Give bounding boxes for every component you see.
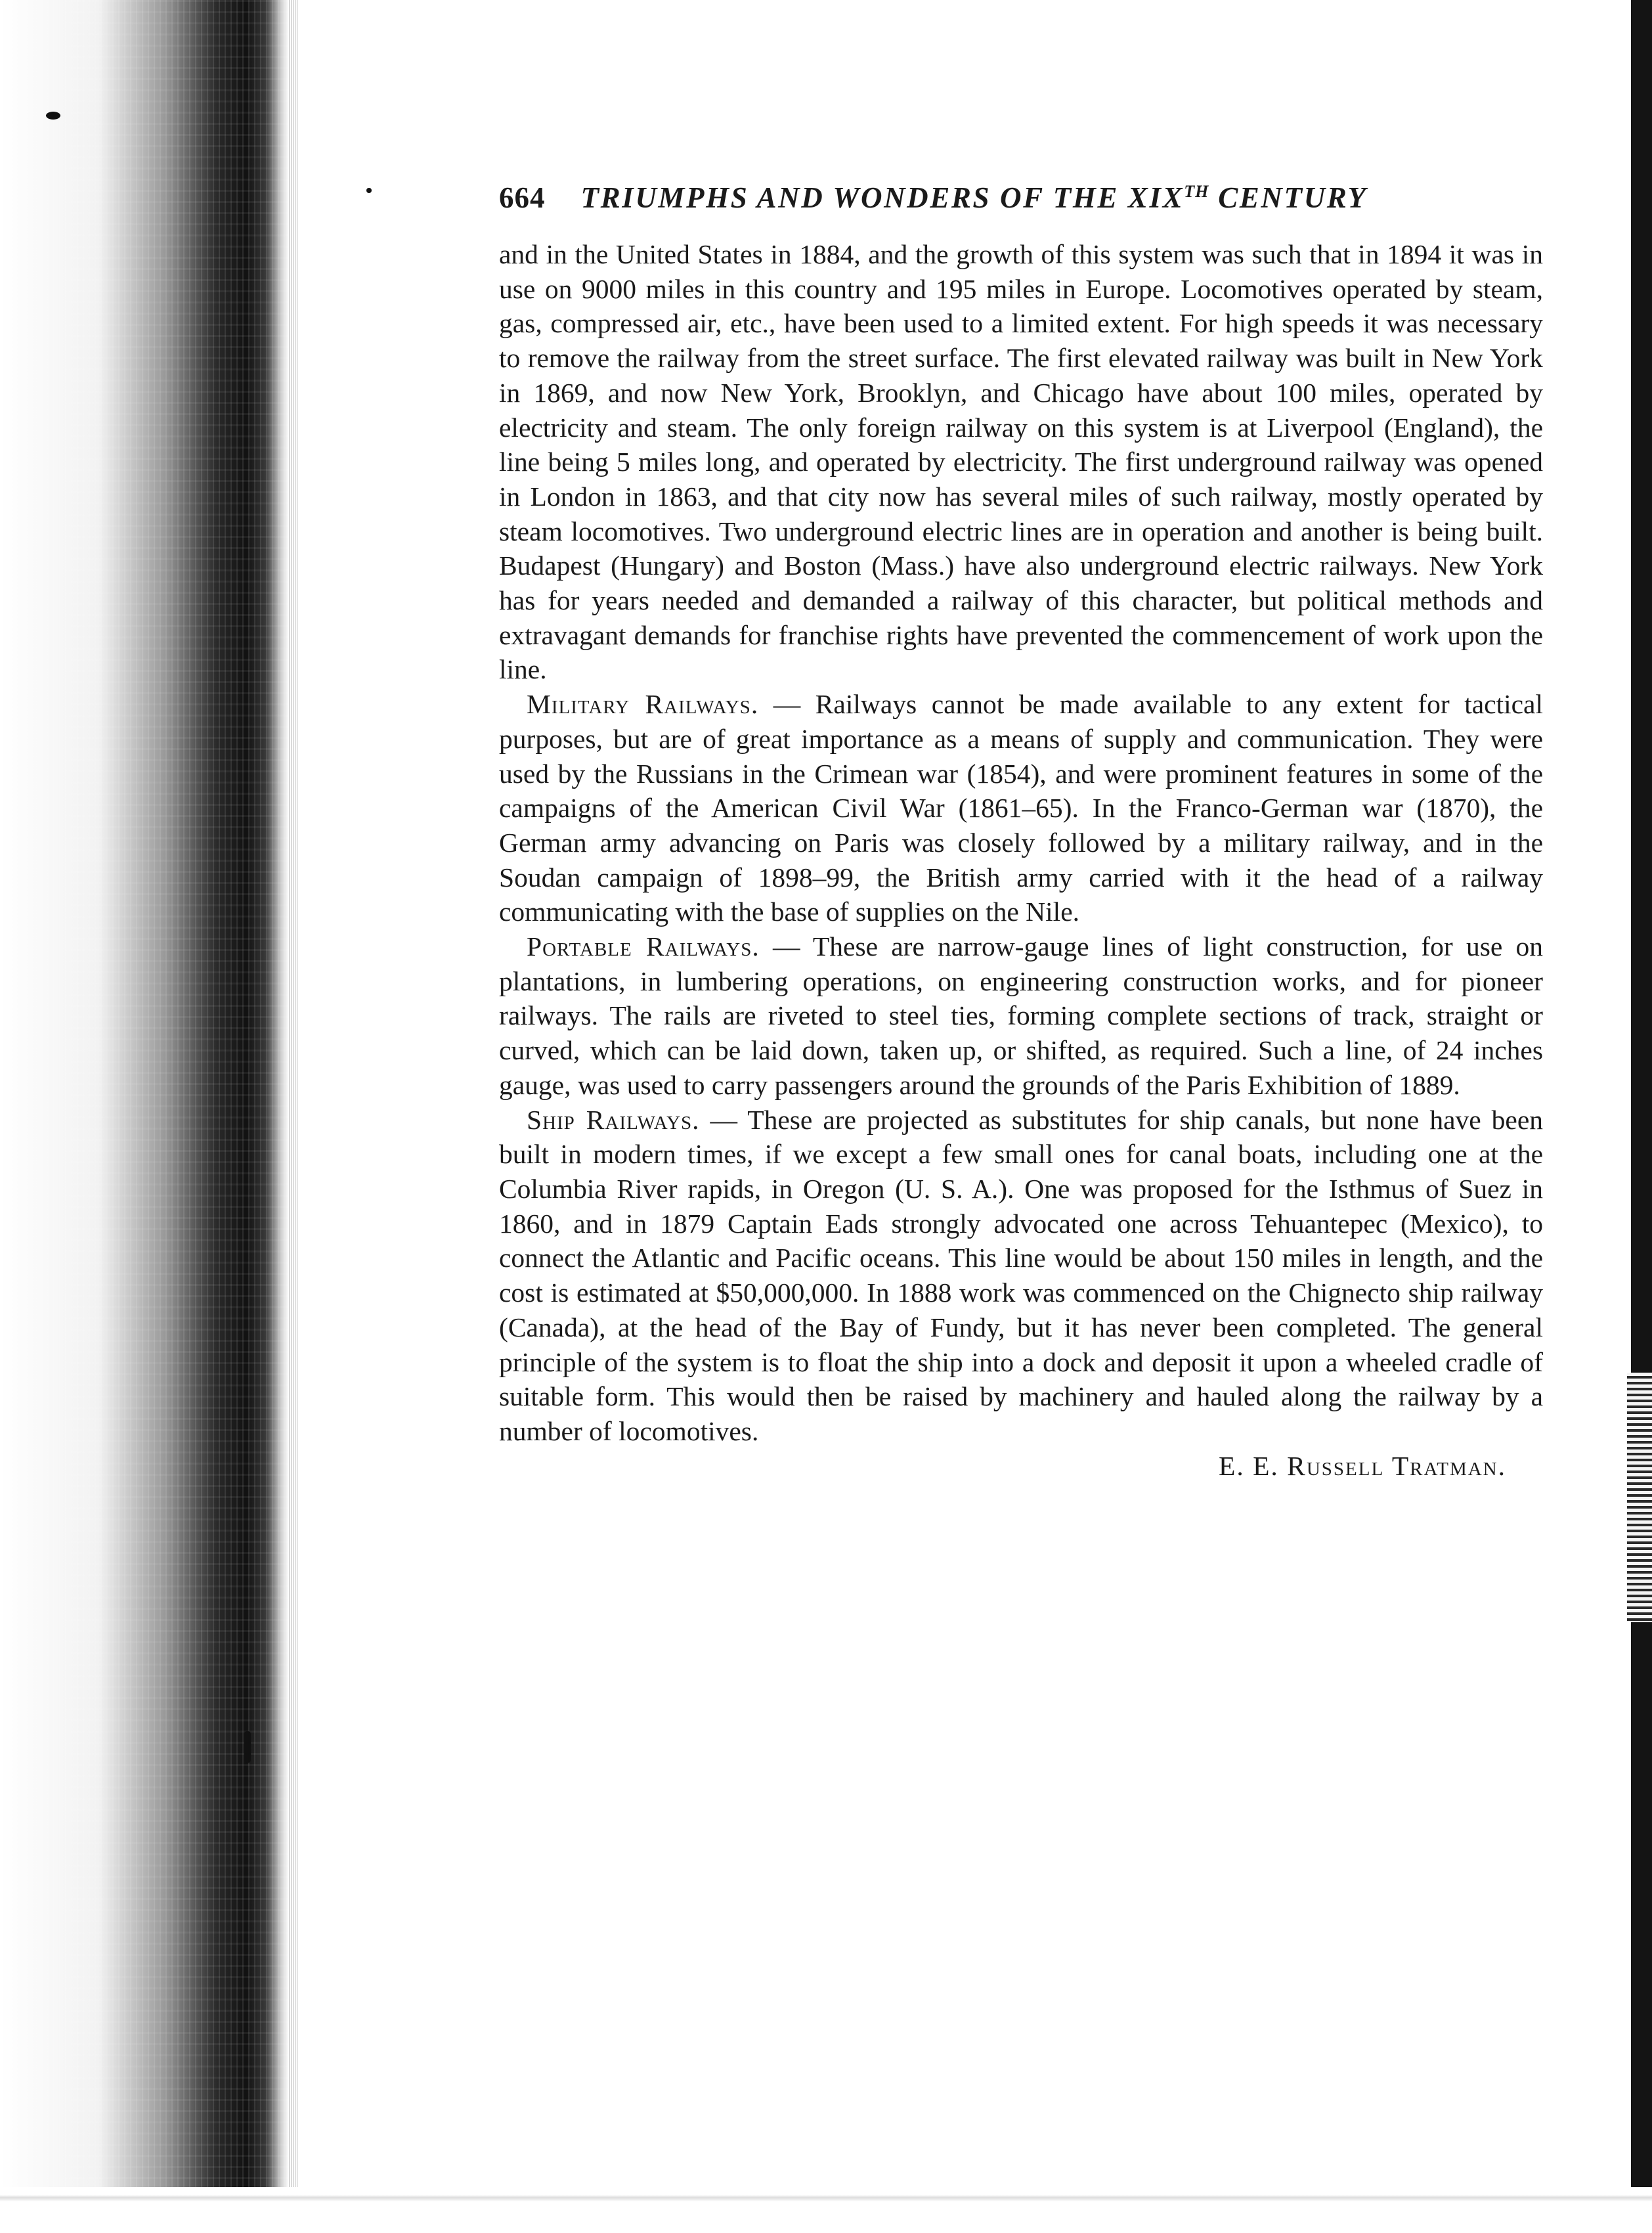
book-binding-gutter bbox=[0, 0, 289, 2233]
scan-right-border bbox=[1631, 0, 1652, 2187]
scan-speck bbox=[366, 188, 372, 193]
paragraph-ship-railways bbox=[499, 1103, 1543, 1449]
page-stack-edge bbox=[289, 0, 298, 2233]
scan-bottom-border bbox=[0, 2187, 1652, 2233]
section-heading: Ship Railways. bbox=[527, 1104, 700, 1135]
running-title-end: CENTURY bbox=[1209, 181, 1368, 214]
paragraph-text: and in the United States in 1884, and the growth of this system was such that in 1894 it was in use on 9000 miles in this country and 195 miles in Europe. Locomotives operated by steam, gas, compressed air, etc., have been used to a limited extent. For high speeds it was necessary to remove the railway from the street surface. The first elevated railway was built in New York in 1869, and now New York, Brooklyn, and Chicago have about 100 miles, operated by electricity and steam. The only foreign railway on this system is at Liverpool (England), the line being 5 miles long, and operated by electricity. The first underground railway was opened in London in 1863, and that city now has several miles of such railway, mostly operated by steam locomotives. Two underground electric lines are in operation and another is being built. Budapest (Hungary) and Boston (Mass.) have also underground electric railways. New York has for years needed and demanded a railway of this character, but political methods and extravagant demands for franchise rights have prevented the commencement of work upon the line. bbox=[499, 239, 1543, 685]
scan-right-fray bbox=[1627, 1373, 1652, 1622]
running-title-main: TRIUMPHS AND WONDERS OF THE XIX bbox=[580, 181, 1185, 214]
scan-speck bbox=[244, 1731, 251, 1763]
scan-speck bbox=[46, 112, 60, 120]
running-title bbox=[581, 172, 1368, 217]
section-heading: Military Railways. bbox=[527, 689, 759, 720]
paragraph-text: — Railways cannot be made available to any extent for tactical purposes, but are of great importance as a means of supply and communication. They were used by the Russians in the Crimean war (1854), and were prominent features in some of the campaigns of the American Civil War (1861–65). In the Franco-German war (1870), the German army advancing on Paris was closely followed by a military railway, and in the Soudan campaign of 1898–99, the British army carried with it the head of a railway communicating with the base of supplies on the Nile. bbox=[499, 689, 1543, 927]
body-text bbox=[499, 237, 1543, 1449]
page-header bbox=[499, 172, 1543, 217]
paragraph-portable-railways bbox=[499, 929, 1543, 1103]
page-number: 664 bbox=[499, 181, 546, 214]
author-signature: E. E. Russell Tratman. bbox=[1218, 1450, 1506, 1481]
book-page bbox=[499, 172, 1543, 1483]
paragraph-continuation bbox=[499, 237, 1543, 687]
running-title-superscript: TH bbox=[1184, 182, 1209, 201]
paragraph-text: — These are narrow-gauge lines of light construction, for use on plantations, in lumbering operations, on engineering construction works, and for pioneer railways. The rails are riveted to steel ties, forming complete sections of track, straight or curved, which can be laid down, taken up, or shifted, as required. Such a line, of 24 inches gauge, was used to carry passengers around the grounds of the Paris Exhibition of 1889. bbox=[499, 931, 1543, 1100]
paragraph-military-railways bbox=[499, 687, 1543, 929]
paragraph-text: — These are projected as substitutes for ship canals, but none have been built in modern times, if we except a few small ones for canal boats, including one at the Columbia River rapids, in Oregon (U. S. A.). One was proposed for the Isthmus of Suez in 1860, and in 1879 Captain Eads strongly advocated one across Tehuantepec (Mexico), to connect the Atlantic and Pacific oceans. This line would be about 150 miles in length, and the cost is estimated at $50,000,000. In 1888 work was commenced on the Chignecto ship railway (Canada), at the head of the Bay of Fundy, but it has never been completed. The general principle of the system is to float the ship into a dock and deposit it upon a wheeled cradle of suitable form. This would then be raised by machinery and hauled along the railway by a number of locomotives. bbox=[499, 1104, 1543, 1446]
section-heading: Portable Railways. bbox=[527, 931, 760, 962]
